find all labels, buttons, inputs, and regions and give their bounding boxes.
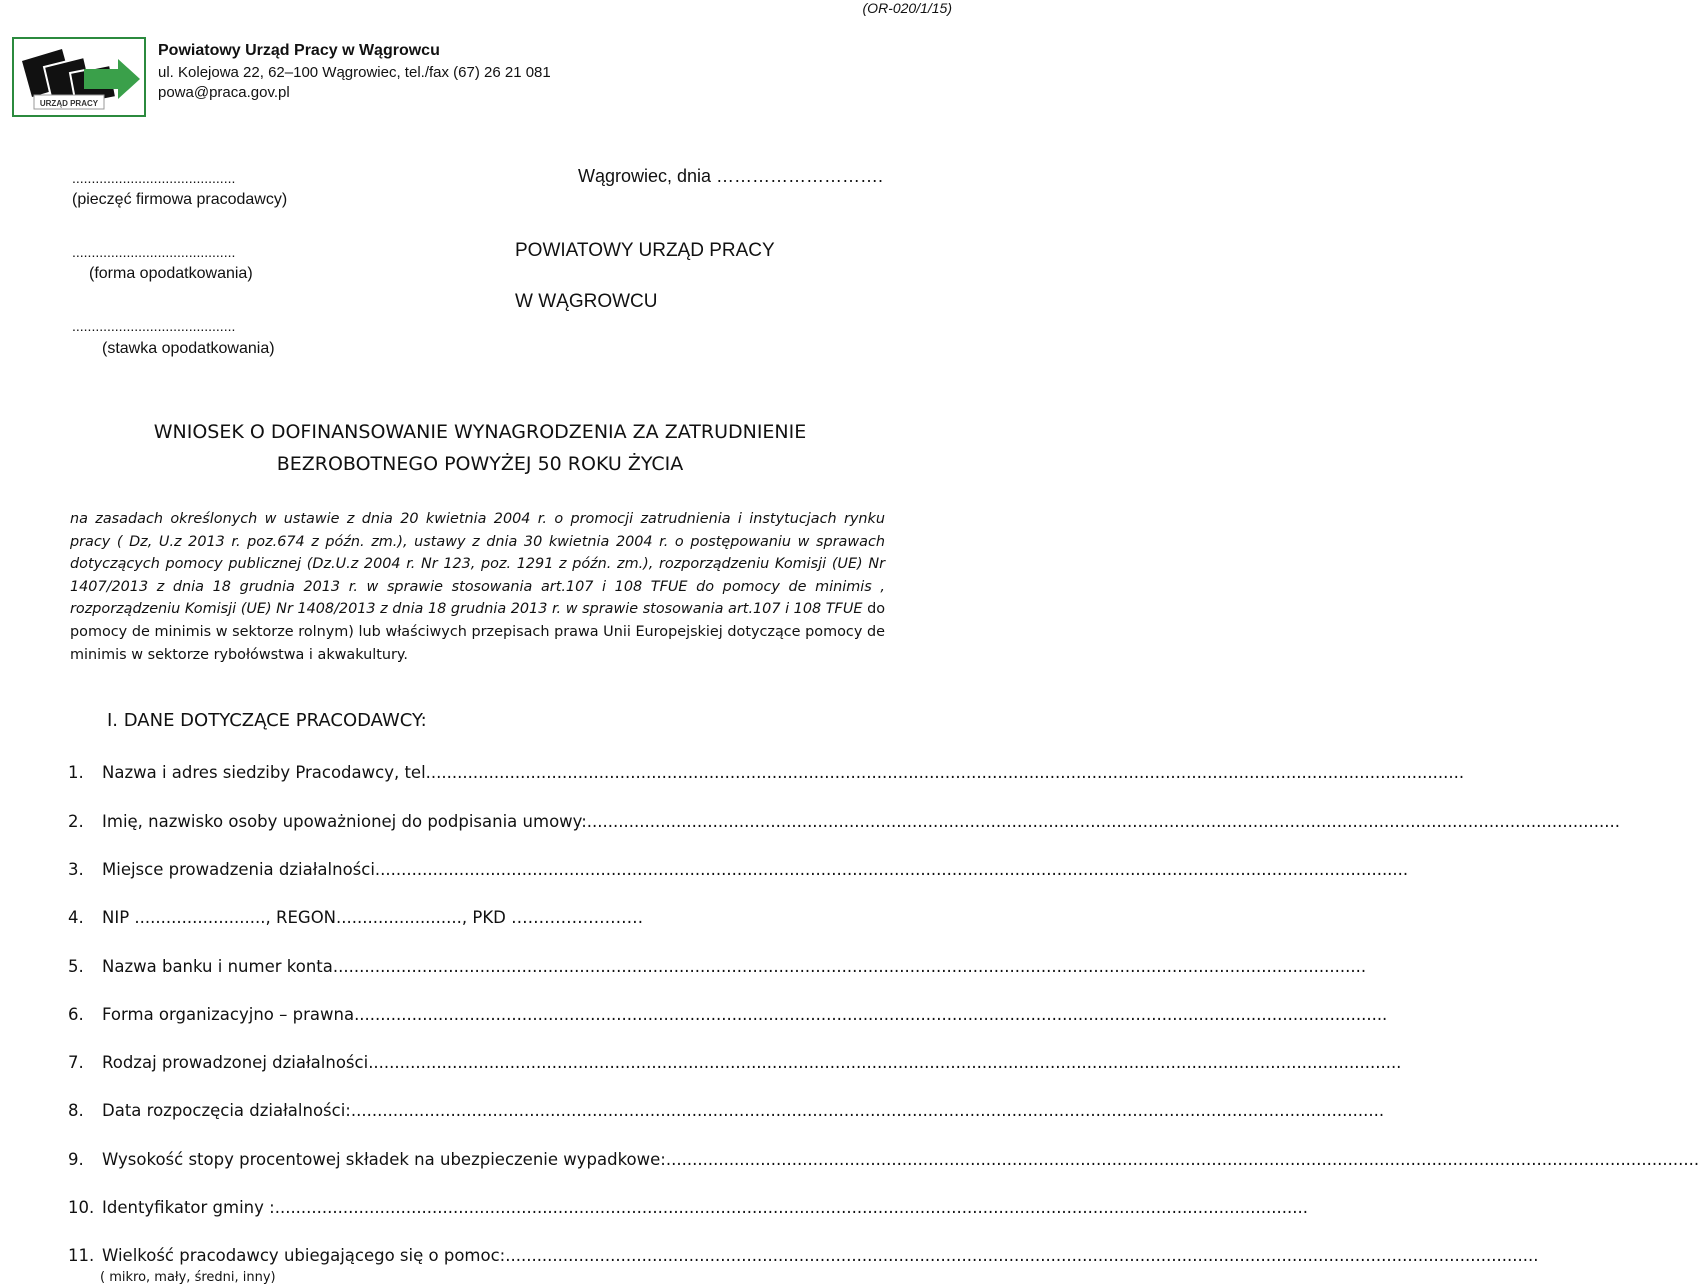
item-number: 2. [68, 812, 84, 831]
item-number: 3. [68, 860, 84, 879]
item-number: 6. [68, 1005, 84, 1024]
fill-dots[interactable]: ..................................................................................................................................................................................................... [505, 1246, 1539, 1265]
logo-text: URZĄD PRACY [39, 99, 99, 108]
company-stamp-label: (pieczęć firmowa pracodawcy) [72, 191, 288, 208]
item-label: Forma organizacyjno – prawna [102, 1005, 355, 1024]
fill-dots[interactable]: ..................................................................................................................................................................................................... [586, 812, 1621, 831]
company-stamp-dots[interactable]: .......................................... [72, 170, 236, 186]
legal-basis [70, 508, 885, 666]
document-title-line-1: WNIOSEK O DOFINANSOWANIE WYNAGRODZENIA ZA ZATRUDNIENIE [153, 421, 807, 443]
item-number: 9. [68, 1150, 84, 1169]
list-item[interactable] [68, 1246, 1539, 1265]
form-reference: (OR-020/1/15) [862, 0, 952, 16]
item-label[interactable]: NIP ........................., REGON........................, PKD …………………… [102, 908, 644, 927]
item-label: Nazwa banku i numer konta [102, 957, 333, 976]
fill-dots[interactable]: ..................................................................................................................................................................................................... [430, 763, 1465, 782]
fill-dots[interactable]: ..................................................................................................................................................................................................... [374, 860, 1409, 879]
item-label: Imię, nazwisko osoby upoważnionej do podpisania umowy: [102, 812, 587, 831]
legal-basis-normal: do pomocy de minimis w sektorze rolnym) lub właściwych przepisach prawa Unii Europejskiej dotyczące pomocy de minimis w sektorze rybołówstwa i akwakultury. [70, 601, 886, 663]
fill-dots[interactable]: ..................................................................................................................................................................................................... [274, 1198, 1308, 1217]
item-label: Identyfikator gminy : [102, 1198, 275, 1217]
list-item[interactable] [68, 1053, 1402, 1072]
addressee-line-2: W WĄGROWCU [515, 291, 658, 312]
tax-rate-label: (stawka opodatkowania) [102, 340, 275, 357]
item-number: 10. [68, 1198, 95, 1217]
item-number: 11. [68, 1246, 95, 1265]
addressee-line-1: POWIATOWY URZĄD PRACY [515, 240, 775, 261]
section-heading: I. DANE DOTYCZĄCE PRACODAWCY: [107, 710, 427, 731]
item-label: Wielkość pracodawcy ubiegającego się o pomoc: [102, 1246, 506, 1265]
taxation-form-dots[interactable]: .......................................... [72, 244, 236, 260]
employer-size-note: ( mikro, mały, średni, inny) [100, 1270, 276, 1285]
item-number: 4. [68, 908, 84, 927]
item-number: 5. [68, 957, 84, 976]
list-item[interactable] [68, 957, 1367, 976]
document-title-line-2: BEZROBOTNEGO POWYŻEJ 50 ROKU ŻYCIA [276, 453, 684, 475]
item-label: Miejsce prowadzenia działalności [102, 860, 375, 879]
tax-rate-dots[interactable]: .......................................... [72, 318, 236, 334]
item-number: 1. [68, 763, 84, 782]
list-item[interactable] [68, 1005, 1388, 1024]
item-label: Rodzaj prowadzonej działalności [102, 1053, 369, 1072]
item-label: Nazwa i adres siedziby Pracodawcy, tel. [102, 763, 431, 782]
list-item[interactable] [68, 1101, 1385, 1120]
office-logo [12, 37, 146, 117]
office-email[interactable]: powa@praca.gov.pl [158, 84, 290, 101]
taxation-form-label: (forma opodatkowania) [89, 265, 253, 282]
fill-dots[interactable]: ..................................................................................................................................................................................................... [665, 1150, 1699, 1169]
fill-dots[interactable]: ..................................................................................................................................................................................................... [354, 1005, 1388, 1024]
fill-dots[interactable]: ..................................................................................................................................................................................................... [350, 1101, 1385, 1120]
item-label: Data rozpoczęcia działalności: [102, 1101, 351, 1120]
list-item[interactable] [68, 860, 1409, 879]
fill-dots[interactable]: ..................................................................................................................................................................................................... [332, 957, 1367, 976]
list-item[interactable] [68, 763, 1465, 782]
fill-dots[interactable]: ..................................................................................................................................................................................................... [368, 1053, 1402, 1072]
legal-basis-italic: na zasadach określonych w ustawie z dnia 20 kwietnia 2004 r. o promocji zatrudnienia i instytucjach rynku pracy ( Dz, U.z 2013 r. poz.674 z późn. zm.), ustawy z dnia 30 kwietnia 2004 r. o postępowaniu w sprawach dotyczących pomocy publicznej (Dz.U.z 2004 r. Nr 123, poz. 1291 z późn. zm.), rozporządzeniu Komisji (UE) Nr 1407/2013 z dnia 18 grudnia 2013 r. w sprawie stosowania art.107 i 108 TFUE do pomocy de minimis , rozporządzeniu Komisji (UE) Nr 1408/2013 z dnia 18 grudnia 2013 r. w sprawie stosowania art.107 i 108 TFUE [70, 511, 885, 618]
list-item[interactable] [68, 812, 1621, 831]
logo-graphic [14, 39, 144, 115]
office-address: ul. Kolejowa 22, 62–100 Wągrowiec, tel./fax (67) 26 21 081 [158, 64, 551, 81]
office-name: Powiatowy Urząd Pracy w Wągrowcu [158, 42, 440, 59]
list-item[interactable] [68, 908, 886, 927]
item-number: 8. [68, 1101, 84, 1120]
place-date[interactable]: Wągrowiec, dnia ………………………. [578, 166, 884, 186]
list-item[interactable] [68, 1198, 1308, 1217]
list-item[interactable] [68, 1150, 1699, 1169]
item-number: 7. [68, 1053, 84, 1072]
item-label: Wysokość stopy procentowej składek na ubezpieczenie wypadkowe: [102, 1150, 666, 1169]
